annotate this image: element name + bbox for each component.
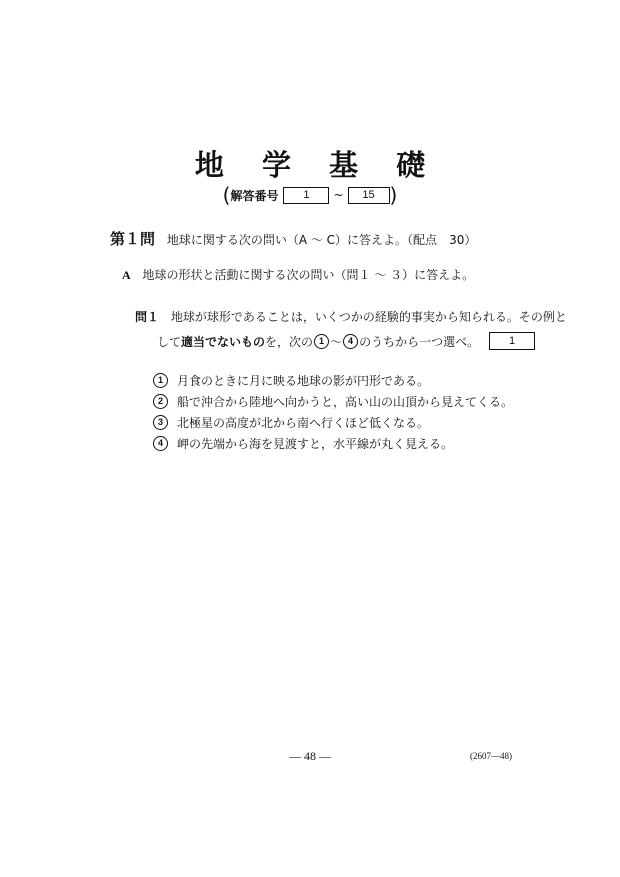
question1-heading xyxy=(110,228,476,249)
choice-item xyxy=(152,433,513,454)
circled-number-icon: 3 xyxy=(153,415,168,430)
open-paren: ( xyxy=(222,183,231,207)
answer-range-start-box: 1 xyxy=(283,187,329,204)
circled-number-icon: 2 xyxy=(153,394,168,409)
mon1-line2-mid: を，次の xyxy=(265,334,314,349)
mon1-range-tilde: ～ xyxy=(330,334,343,349)
circled-number-icon: 4 xyxy=(343,334,358,349)
circled-number-icon: 1 xyxy=(314,334,329,349)
mon1-line2-emphasis: 適当でないもの xyxy=(181,334,266,349)
mon1-label: 問１ xyxy=(135,310,160,324)
choice-item xyxy=(152,370,513,391)
question1-label: 第１問 xyxy=(110,230,156,248)
page-code: (2607—48) xyxy=(470,751,512,761)
section-a-label: A xyxy=(122,268,131,282)
mon1-line1 xyxy=(135,308,567,325)
circled-number-icon: 4 xyxy=(153,436,168,451)
choice-item xyxy=(152,391,513,412)
answer-range-separator: ~ xyxy=(333,188,344,202)
page-title: 地 学 基 礎 xyxy=(194,148,440,182)
mon1-line2-suffix: のうちから一つ選べ。 xyxy=(359,334,480,349)
section-a-heading xyxy=(122,266,474,283)
choice-text: 月食のときに月に映る地球の影が円形である。 xyxy=(177,374,430,388)
question1-text: 地球に関する次の問い（A ～ C）に答えよ。（配点 30） xyxy=(166,233,477,247)
answer-box: 1 xyxy=(489,332,535,350)
close-paren: ) xyxy=(389,183,398,207)
choice-text: 北極星の高度が北から南へ行くほど低くなる。 xyxy=(177,416,430,430)
mon1-line2 xyxy=(157,332,535,350)
circled-number-icon: 1 xyxy=(153,373,168,388)
page-number: — 48 — xyxy=(289,749,331,763)
answer-range-end-box: 15 xyxy=(348,187,390,204)
choice-text: 船で沖合から陸地へ向かうと，高い山の山頂から見えてくる。 xyxy=(177,395,514,409)
choice-item xyxy=(152,412,513,433)
answer-range-label: 解答番号 xyxy=(230,188,279,203)
choice-list xyxy=(152,370,513,454)
choice-text: 岬の先端から海を見渡すと，水平線が丸く見える。 xyxy=(177,437,454,451)
section-a-text: 地球の形状と活動に関する次の問い（問１ ～ ３）に答えよ。 xyxy=(142,268,475,282)
mon1-line2-prefix: して xyxy=(157,334,182,349)
mon1-text-line1: 地球が球形であることは，いくつかの経験的事実から知られる。その例と xyxy=(170,310,567,324)
answer-range xyxy=(0,185,620,205)
